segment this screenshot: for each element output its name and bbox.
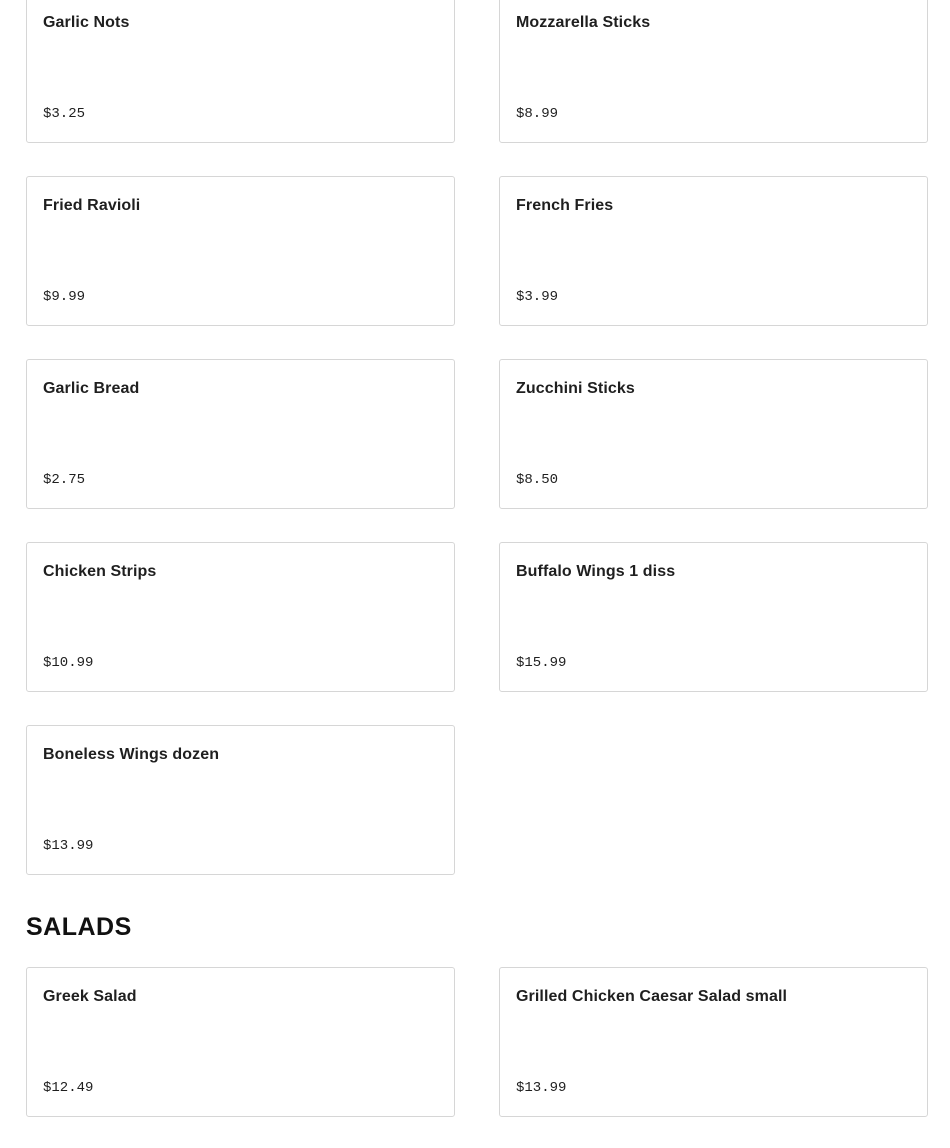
menu-item-name: Garlic Nots — [43, 14, 130, 31]
menu-item-name: Zucchini Sticks — [516, 380, 635, 397]
section-heading-salads: SALADS — [26, 913, 132, 941]
menu-item-card[interactable] — [26, 359, 455, 509]
menu-item-name: Fried Ravioli — [43, 197, 141, 214]
menu-item-name: Greek Salad — [43, 988, 137, 1005]
menu-item-name: Garlic Bread — [43, 380, 140, 397]
menu-item-name: Boneless Wings dozen — [43, 746, 220, 763]
menu-item-card[interactable] — [499, 967, 928, 1117]
menu-item-price: $8.99 — [516, 106, 559, 122]
menu-item-price: $15.99 — [516, 655, 567, 671]
menu-item-card[interactable] — [26, 0, 455, 143]
menu-item-card[interactable] — [499, 0, 928, 143]
menu-item-name: Mozzarella Sticks — [516, 14, 651, 31]
salads-menu-grid — [26, 967, 928, 1117]
menu-item-price: $3.99 — [516, 289, 559, 305]
menu-item-price: $10.99 — [43, 655, 94, 671]
menu-item-card[interactable] — [499, 542, 928, 692]
menu-item-price: $2.75 — [43, 472, 86, 488]
menu-item-card[interactable] — [26, 542, 455, 692]
menu-item-name: Chicken Strips — [43, 563, 157, 580]
menu-item-name: Buffalo Wings 1 diss — [516, 563, 676, 580]
menu-item-card[interactable] — [26, 967, 455, 1117]
menu-item-price: $13.99 — [43, 838, 94, 854]
menu-item-price: $13.99 — [516, 1080, 567, 1096]
menu-item-price: $9.99 — [43, 289, 86, 305]
menu-item-name: Grilled Chicken Caesar Salad small — [516, 988, 788, 1005]
menu-item-name: French Fries — [516, 197, 614, 214]
menu-item-price: $12.49 — [43, 1080, 94, 1096]
menu-item-card[interactable] — [26, 725, 455, 875]
menu-item-price: $3.25 — [43, 106, 86, 122]
menu-item-price: $8.50 — [516, 472, 559, 488]
menu-item-card[interactable] — [499, 176, 928, 326]
menu-item-card[interactable] — [499, 359, 928, 509]
menu-item-card[interactable] — [26, 176, 455, 326]
appetizers-menu-grid — [26, 0, 928, 875]
